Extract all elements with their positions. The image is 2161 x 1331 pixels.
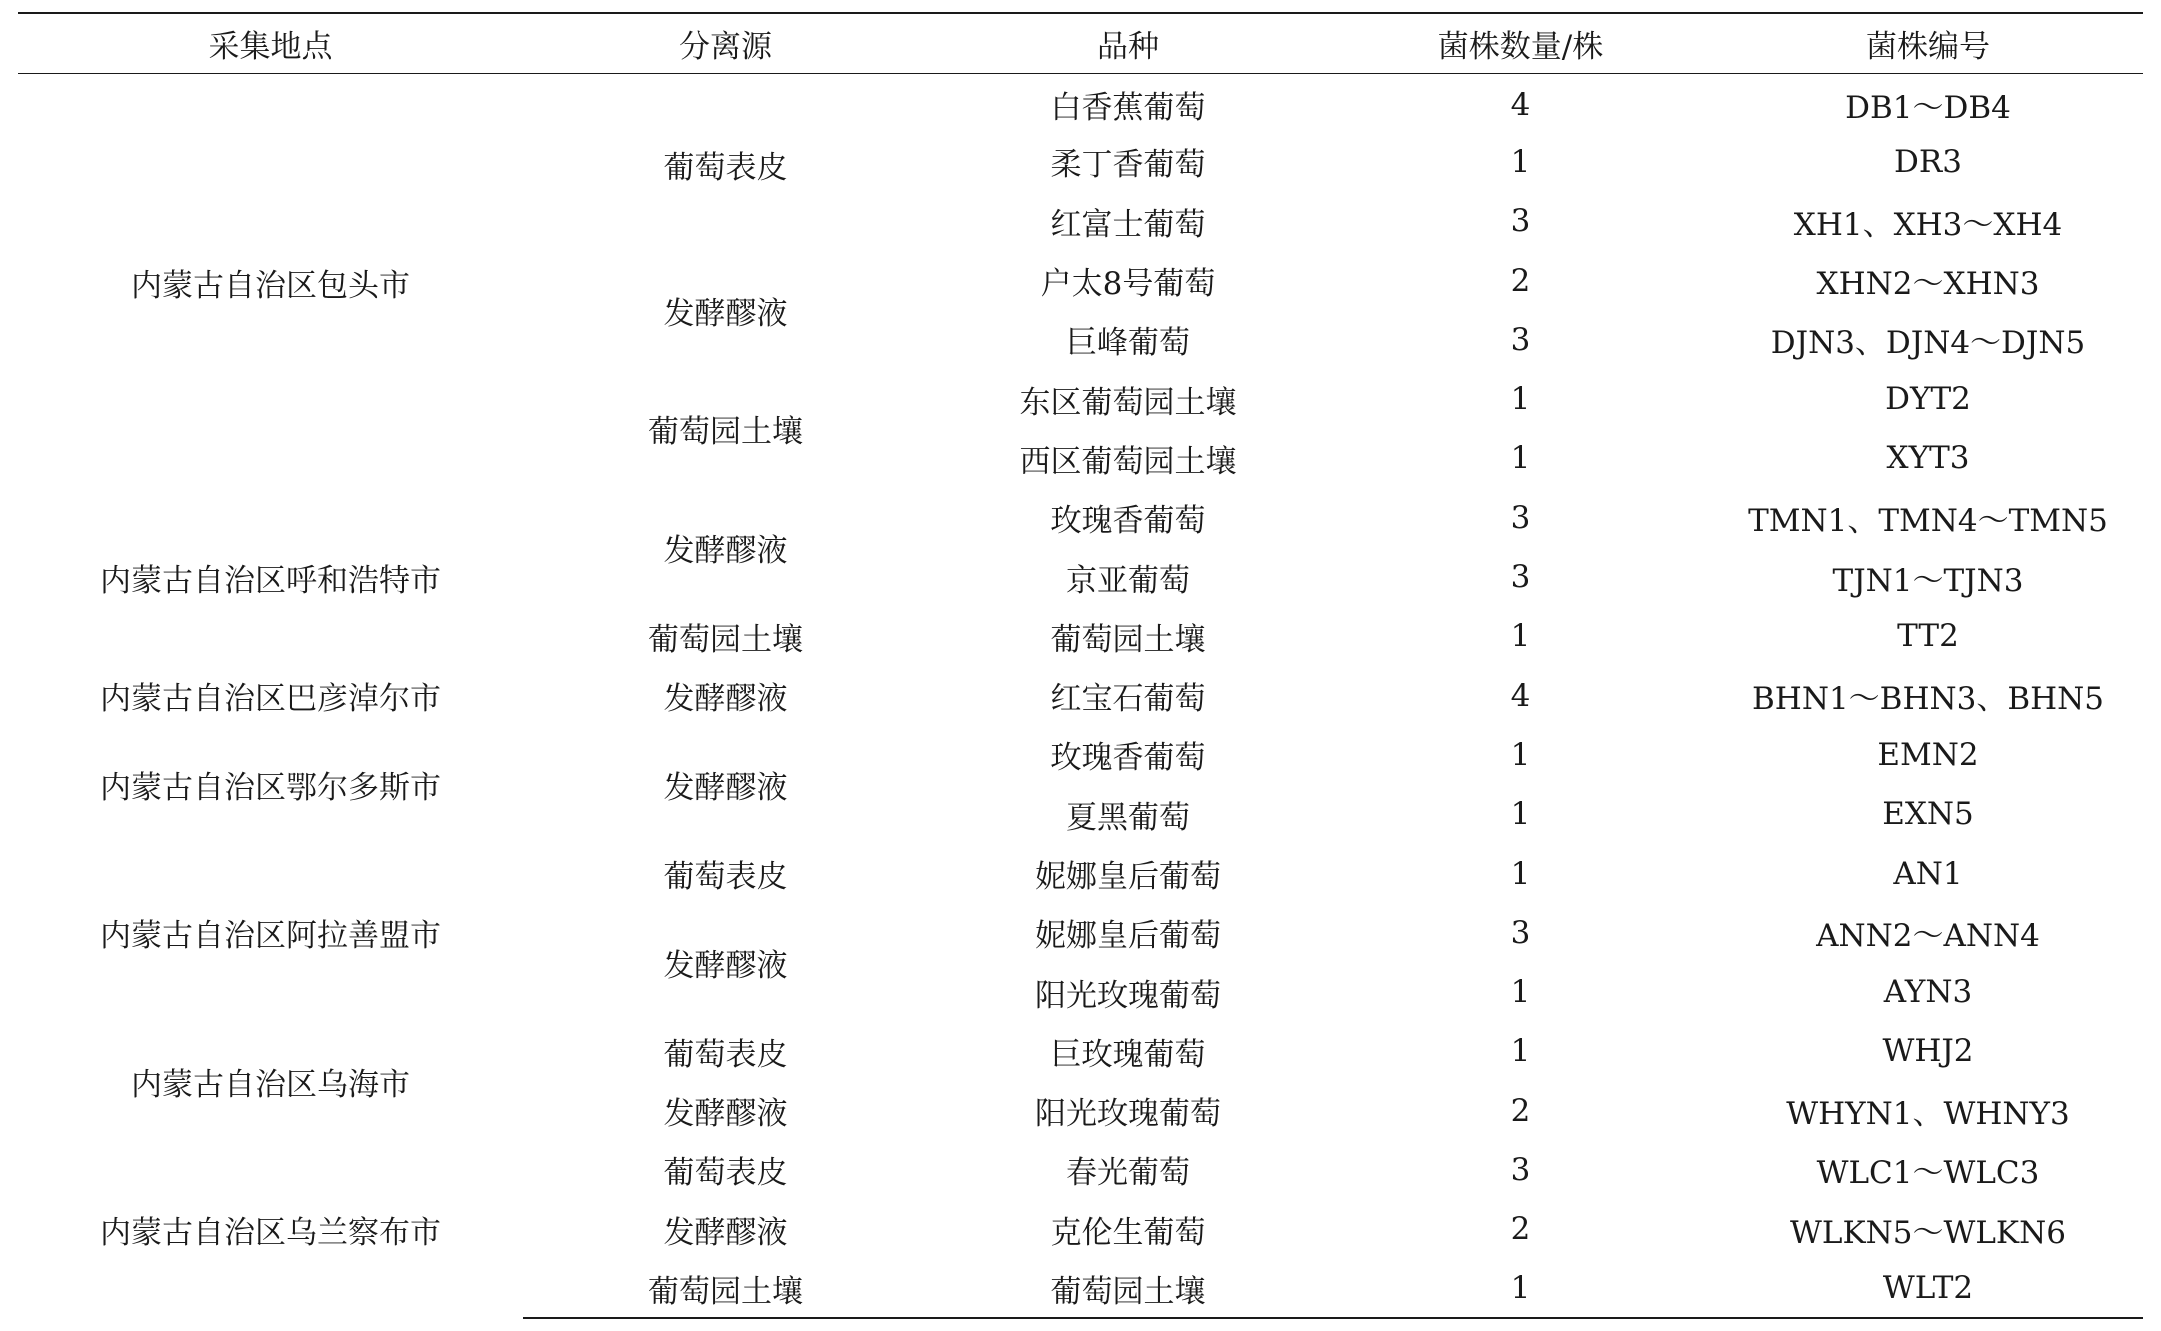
cell-strain-id: AN1 (1893, 855, 1963, 892)
table-row (18, 73, 2143, 132)
cell-strain-id: WHYN1、WHNY3 (1786, 1096, 2070, 1133)
cell-collection-site: 内蒙古自治区鄂尔多斯市 (100, 770, 441, 807)
cell-strain-count: 2 (1510, 1092, 1531, 1129)
cell-isolation-source: 葡萄园土壤 (648, 414, 803, 451)
header-collection-site: 采集地点 (18, 13, 523, 73)
cell-strain-id: AYN3 (1883, 974, 1973, 1011)
cell-strain-count: 3 (1510, 499, 1531, 536)
table-row (18, 1022, 2143, 1081)
cell-isolation-source: 葡萄园土壤 (648, 621, 803, 658)
header-isolation-source: 分离源 (523, 13, 928, 73)
cell-variety: 妮娜皇后葡萄 (1035, 918, 1221, 955)
cell-isolation-source: 发酵醪液 (663, 532, 788, 569)
table-row (18, 1140, 2143, 1199)
cell-isolation-source: 葡萄表皮 (663, 1036, 788, 1073)
cell-strain-count: 3 (1510, 914, 1531, 951)
cell-strain-id: WHJ2 (1882, 1033, 1974, 1070)
cell-strain-count: 1 (1328, 1259, 1713, 1318)
cell-variety: 京亚葡萄 (1066, 562, 1190, 599)
cell-strain-id: BHN1～BHN3、BHN5 (1752, 681, 2104, 718)
cell-variety: 柔丁香葡萄 (1050, 147, 1206, 184)
table-header (18, 13, 2143, 73)
cell-strain-count: 1 (1510, 796, 1531, 833)
cell-collection-site: 内蒙古自治区呼和浩特市 (100, 562, 441, 599)
cell-strain-id: TMN1、TMN4～TMN5 (1748, 503, 2108, 540)
cell-isolation-source: 葡萄表皮 (663, 1155, 788, 1192)
table-body (18, 73, 2143, 1318)
cell-variety: 葡萄园土壤 (1050, 621, 1206, 658)
cell-variety: 阳光玫瑰葡萄 (1035, 977, 1221, 1014)
cell-strain-id: DB1～DB4 (1845, 90, 2011, 127)
cell-isolation-source: 发酵醪液 (663, 770, 788, 807)
cell-variety: 巨峰葡萄 (1066, 325, 1190, 362)
cell-strain-count: 1 (1510, 618, 1531, 655)
cell-strain-count: 2 (1510, 1211, 1531, 1248)
cell-strain-id: WLKN5～WLKN6 (1790, 1214, 2066, 1251)
cell-collection-site: 内蒙古自治区包头市 (131, 268, 410, 305)
cell-variety: 户太8号葡萄 (1040, 266, 1216, 303)
table-row (18, 844, 2143, 903)
cell-variety: 玫瑰香葡萄 (1050, 740, 1206, 777)
cell-strain-id: XYT3 (1886, 440, 1970, 477)
header-row (18, 13, 2143, 73)
cell-isolation-source: 葡萄园土壤 (523, 1259, 928, 1318)
cell-strain-count: 1 (1510, 974, 1531, 1011)
strain-table (18, 12, 2143, 1319)
cell-variety: 阳光玫瑰葡萄 (1035, 1096, 1221, 1133)
cell-strain-count: 2 (1510, 262, 1531, 299)
cell-strain-id: DJN3、DJN4～DJN5 (1770, 325, 2086, 362)
cell-strain-id: DR3 (1894, 143, 1962, 180)
header-variety: 品种 (928, 13, 1328, 73)
cell-strain-count: 1 (1510, 1033, 1531, 1070)
cell-strain-count: 1 (1510, 736, 1531, 773)
cell-isolation-source: 发酵醪液 (663, 1214, 788, 1251)
cell-collection-site: 内蒙古自治区阿拉善盟市 (100, 918, 441, 955)
cell-strain-id: EMN2 (1877, 736, 1979, 773)
cell-strain-id: XH1、XH3～XH4 (1793, 206, 2063, 243)
header-strain-id: 菌株编号 (1713, 13, 2143, 73)
cell-variety: 妮娜皇后葡萄 (1035, 859, 1221, 895)
cell-strain-count: 4 (1510, 86, 1531, 123)
cell-variety: 春光葡萄 (1066, 1155, 1190, 1192)
cell-variety: 巨玫瑰葡萄 (1050, 1036, 1206, 1073)
table-row (18, 725, 2143, 784)
cell-variety: 夏黑葡萄 (1066, 799, 1190, 836)
cell-strain-id: TT2 (1897, 618, 1959, 655)
cell-variety: 白香蕉葡萄 (1050, 90, 1206, 127)
cell-strain-count: 3 (1510, 1151, 1531, 1188)
cell-strain-id: ANN2～ANN4 (1816, 918, 2040, 955)
cell-isolation-source: 葡萄表皮 (663, 149, 788, 186)
cell-variety: 克伦生葡萄 (1050, 1214, 1206, 1251)
table-row (18, 666, 2143, 725)
cell-isolation-source: 发酵醪液 (663, 681, 788, 718)
cell-variety: 葡萄园土壤 (928, 1259, 1328, 1318)
cell-isolation-source: 发酵醪液 (663, 947, 788, 984)
cell-variety: 玫瑰香葡萄 (1050, 503, 1206, 540)
cell-collection-site: 内蒙古自治区乌兰察布市 (100, 1214, 441, 1251)
table-row (18, 488, 2143, 547)
cell-strain-count: 1 (1510, 381, 1531, 418)
cell-strain-id: WLC1～WLC3 (1816, 1155, 2040, 1192)
cell-strain-id: TJN1～TJN3 (1832, 562, 2024, 599)
cell-variety: 西区葡萄园土壤 (1019, 443, 1237, 480)
cell-strain-count: 4 (1510, 677, 1531, 714)
cell-isolation-source: 发酵醪液 (663, 1096, 788, 1133)
cell-isolation-source: 发酵醪液 (663, 295, 788, 332)
cell-strain-id: DYT2 (1885, 381, 1971, 418)
header-strain-count: 菌株数量/株 (1328, 13, 1713, 73)
cell-strain-id: WLT2 (1713, 1259, 2143, 1318)
cell-variety: 红富士葡萄 (1050, 206, 1206, 243)
cell-strain-count: 1 (1510, 855, 1531, 892)
cell-strain-count: 1 (1510, 143, 1531, 180)
cell-strain-count: 1 (1510, 440, 1531, 477)
cell-collection-site: 内蒙古自治区乌海市 (131, 1066, 410, 1103)
cell-isolation-source: 葡萄表皮 (663, 859, 788, 895)
cell-variety: 东区葡萄园土壤 (1019, 384, 1237, 421)
cell-collection-site: 内蒙古自治区巴彦淖尔市 (100, 681, 441, 718)
cell-strain-count: 3 (1510, 559, 1531, 596)
cell-variety: 红宝石葡萄 (1050, 681, 1206, 718)
cell-strain-id: EXN5 (1882, 796, 1974, 833)
cell-strain-count: 3 (1510, 203, 1531, 240)
cell-strain-count: 3 (1510, 321, 1531, 358)
cell-strain-id: XHN2～XHN3 (1816, 266, 2040, 303)
